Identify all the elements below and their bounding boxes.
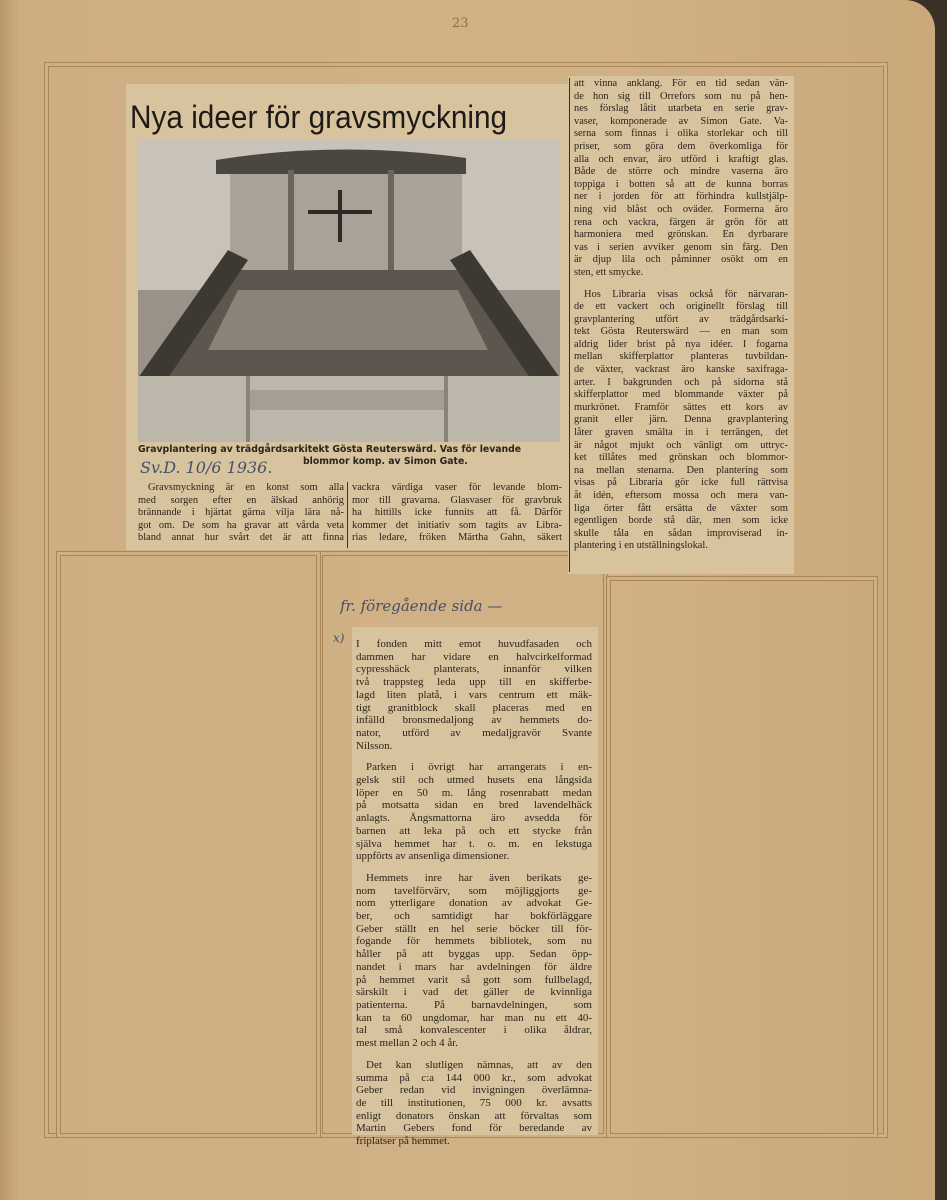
text-line: gravplantering utfört av trädgårdsarki-	[574, 313, 788, 325]
handwritten-continuation-note: fr. föregående sida —	[340, 597, 503, 615]
text-line: mor till gravarna. Glasvaser för gravbruk	[352, 494, 562, 506]
text-line: egentligen borde stå där, men som icke	[574, 515, 788, 527]
text-line: Martin Gebers fond för beredande av	[356, 1122, 592, 1135]
text-line: Hemmets inre har även berikats ge-	[366, 871, 592, 884]
text-line: Hos Libraria visas också för närvaran-	[584, 288, 788, 300]
paragraph-gap	[356, 1050, 592, 1059]
text-line: granit eller järn. Denna gravplantering	[574, 414, 788, 426]
text-line: två trappsteg leda upp till en skifferbe-	[356, 676, 592, 689]
text-line: låter graven smälta in i terrängen, det	[574, 427, 788, 439]
article1-column-1	[138, 482, 344, 545]
text-line: ber, och samtidigt har bokförläggare	[356, 910, 592, 923]
text-line: tekt Gösta Reuterswärd — en man som	[574, 326, 788, 338]
text-line: vackra värdiga vaser för levande blom-	[352, 482, 562, 493]
text-line: Geber redan vid invigningen överlämna-	[356, 1084, 592, 1097]
text-line: plantering i en utställningslokal.	[574, 540, 708, 552]
text-line: nom tavelförvärv, som möjliggjorts ge-	[356, 884, 592, 897]
text-line: Nilsson.	[356, 739, 393, 752]
text-line: I fonden mitt emot huvudfasaden och	[356, 638, 592, 650]
grave-planting-photo	[138, 140, 560, 442]
column-rule	[569, 78, 570, 572]
text-line: vas i serien avviker genom sin färg. Den	[574, 241, 788, 253]
text-line: tal små konvalescenter i olika åldrar,	[356, 1024, 592, 1037]
text-line: nator, utförd av medaljgravör Svante	[356, 726, 592, 739]
text-line: aldrig lider brist på nya idéer. I fogarna	[574, 338, 788, 350]
text-line: att vinna anklang. För en tid sedan vän-	[574, 78, 788, 89]
text-line: åt idén, eftersom mossa och mera van-	[574, 490, 788, 501]
text-line: de växter, vackrast äro kanske saxifraga-	[574, 364, 788, 376]
page-number: 23	[452, 16, 469, 31]
paragraph-gap	[356, 752, 592, 761]
text-line: arter. I bakgrunden och på sidorna stå	[574, 376, 788, 388]
text-line: enligt donators önskan att förvaltas som	[356, 1109, 592, 1122]
text-line: nandet i mars har avdelningen för äldre	[356, 960, 592, 973]
text-line: liga örter fått ersätta de växter som	[574, 502, 788, 514]
text-line: fogande för hemmets bibliotek, som nu	[356, 935, 592, 948]
text-line: mest mellan 2 och 4 år.	[356, 1037, 459, 1050]
text-line: barnen att leka på och ett stycke från	[356, 824, 592, 837]
paragraph-gap	[356, 863, 592, 872]
text-line: rias ledare, fröken Märtha Gahn, säkert	[352, 532, 562, 544]
text-line: sten, ett smycke.	[574, 266, 644, 278]
article1-column-2	[352, 482, 562, 545]
text-line: got om. De som ha gravar att vårda veta	[138, 519, 344, 531]
text-line: infälld bronsmedaljong av hemmets do-	[356, 714, 592, 727]
text-line: rena och vackra, färgen är grön för att	[574, 216, 788, 228]
text-line: nom ytterligare donation av advokat Ge-	[356, 897, 592, 910]
text-line: harmoniera med grönskan. En dyrbarare	[574, 229, 788, 241]
text-line: särskilt i vad det gäller de kvinnliga	[356, 986, 592, 999]
text-line: Geber ställt en hel serie böcker till för-	[356, 922, 592, 935]
text-line: priser, som göra dem överkomliga för	[574, 140, 788, 152]
text-line: toppiga i botten så att de kunna borras	[574, 178, 788, 190]
text-line: gelsk stil och utmed husets ena långsida	[356, 774, 592, 787]
text-line: skulle tåla en sådan improviserad in-	[574, 527, 788, 539]
text-line: vaser, komponerade av Simon Gate. Va-	[574, 115, 788, 127]
text-line: ket tillåtes med grönskan och blommor-	[574, 452, 788, 464]
text-line: de till institutionen, 75 000 kr. avsatts	[356, 1096, 592, 1109]
text-line: Det kan slutligen nämnas, att av den	[366, 1058, 592, 1071]
paragraph-gap	[574, 280, 788, 289]
text-line: na mellan stenarna. Den plantering som	[574, 464, 788, 476]
text-line: de hon sig till Orrefors som nu på hen-	[574, 90, 788, 102]
headline: Nya ideer för gravsmyckning	[130, 99, 508, 135]
text-line: bland annat hur svårt det är att finna	[138, 532, 344, 544]
lower-left-frame	[60, 555, 317, 1134]
text-line: kan ta 60 ungdomar, har man nu ett 40-	[356, 1011, 592, 1024]
text-line: själva hemmet har t. o. m. en lekstuga	[356, 837, 592, 850]
text-line: kommer det initiativ som tagits av Libra-	[352, 519, 562, 531]
text-line: visas på Libraria gör icke full rättvisa	[574, 477, 788, 489]
text-line: håller på att byggas upp. Sedan öpp-	[356, 948, 592, 961]
text-line: friplatser på hemmet.	[356, 1135, 450, 1148]
text-line: ner i jorden för att förhindra kullstjälp-	[574, 191, 788, 203]
text-line: anlagts. Ängsmattorna äro avsedda för	[356, 812, 592, 825]
lower-right-frame	[610, 580, 874, 1134]
text-line: på motsatta sidan en bred lavendelhäck	[356, 799, 592, 812]
text-line: tigt granitblock skall placeras med en	[356, 701, 592, 714]
photo-caption: Gravplantering av trädgårdsarkitekt Gösta Reuterswärd. Vas för levande blommor komp. av Simon Gate.	[138, 444, 522, 467]
text-line: brännande i hjärtat gärna vilja lära nå-	[138, 507, 344, 519]
text-line: de ett vackert och originellt förslag till	[574, 301, 788, 313]
article2-text	[356, 638, 592, 1148]
text-line: Gravsmyckning är en konst som alla	[148, 482, 344, 493]
text-line: löper en 50 m. lång rosenrabatt medan	[356, 786, 592, 799]
text-line: lagd liten platå, i vars centrum ett mäk-	[356, 688, 592, 701]
text-line: murkrönet. Framför sättes ett kors av	[574, 401, 788, 413]
text-line: är något mjukt och vänligt om uttryc-	[574, 439, 788, 451]
text-line: Parken i övrigt har arrangerats i en-	[366, 761, 592, 774]
column-rule	[347, 482, 348, 548]
text-line: är djup lila och påminner osökt om en	[574, 254, 788, 266]
text-line: cypresshäck planterats, innanför vilken	[356, 663, 592, 676]
text-line: Både de större och mindre vaserna äro	[574, 166, 788, 178]
text-line: patienterna. På barnavdelningen, som	[356, 998, 592, 1011]
text-line: ning vid blåst och oväder. Formerna äro	[574, 203, 788, 215]
footnote-mark: x)	[333, 631, 345, 645]
text-line: uppförts av ansenliga dimensioner.	[356, 850, 510, 863]
text-line: ha hittills icke funnits att få. Därför	[352, 507, 562, 519]
text-line: serna som finnas i olika storlekar och till	[574, 128, 788, 140]
text-line: alla och envar, äro utförd i kraftigt glas.	[574, 153, 788, 165]
text-line: dammen har vidare en halvcirkelformad	[356, 650, 592, 663]
text-line: skifferplattor med blommande växter på	[574, 389, 788, 401]
text-line: på hemmet varit så gott som fullbelagd,	[356, 973, 592, 986]
text-line: summa på c:a 144 000 kr., som advokat	[356, 1071, 592, 1084]
text-line: mellan skifferplattor planteras tuvbildan-	[574, 351, 788, 363]
text-line: med sorgen efter en älskad anhörig	[138, 494, 344, 506]
text-line: nes förslag låtit utarbeta en serie grav-	[574, 103, 788, 115]
article1-column-3	[574, 78, 788, 553]
handwritten-source-date: Sv.D. 10/6 1936.	[140, 458, 273, 477]
